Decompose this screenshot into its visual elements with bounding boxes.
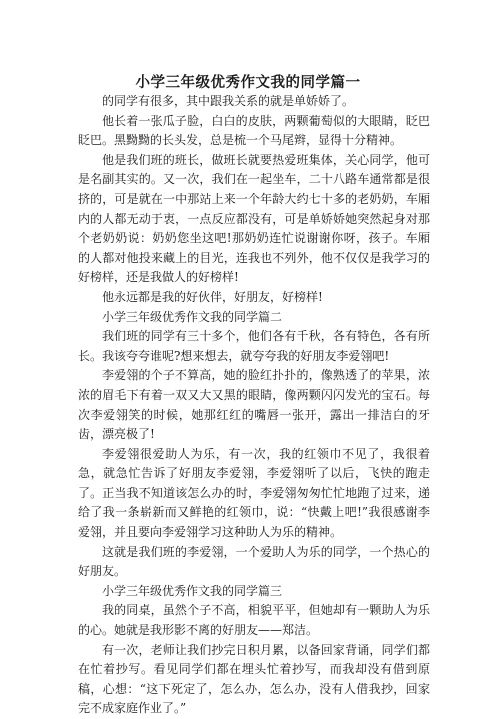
paragraph: 我的同桌，虽然个子不高，相貌平平，但她却有一颗助人为乐的心。她就是我形影不离的好朋友——郑洁。 bbox=[78, 603, 430, 638]
paragraph: 我们班的同学有三十多个，他们各有千秋，各有特色，各有所长。我该夸夸谁呢?想来想去，就夸夸我的好朋友李爱翎吧! bbox=[78, 329, 430, 363]
section-heading: 小学三年级优秀作文我的同学篇二 bbox=[102, 309, 283, 324]
paragraph: 他永远都是我的好伙伴，好朋友，好榜样! bbox=[102, 289, 323, 304]
document-body bbox=[78, 92, 430, 719]
paragraph: 有一次，老师让我们抄完日积月累，以备回家背诵，同学们都在忙着抄写。看见同学们都在埋头忙着抄写，而我却没有借到原稿，心想：“这下死定了，怎么办，怎么办，没有人借我抄，回家完不成家庭作业了。” bbox=[78, 642, 430, 716]
paragraph: 他是我们班的班长，做班长就要热爱班集体，关心同学，他可是名副其实的。又一次，我们在一起坐车，二十八路车通常都是很挤的，可是就在一中那站上来一个年龄大约七十多的老奶奶，车厢内的人都无动于衷，一点反应都没有，可是单娇娇她突然起身对那个老奶奶说：奶奶您坐这吧!那奶奶连忙说谢谢你呀，孩子。车厢的人都对他投来藏上的目光，连我也不列外，他不仅仅是我学习的好榜样，还是我做人的好榜样! bbox=[78, 152, 430, 285]
paragraph: 李爱翎的个子不算高，她的脸红扑扑的，像熟透了的苹果，浓浓的眉毛下有着一双又大又黑的眼睛，像两颗闪闪发光的宝石。每次李爱翎笑的时候，她那红红的嘴唇一张开，露出一排洁白的牙齿，漂亮极了! bbox=[78, 368, 430, 442]
paragraph: 这就是我们班的李爱翎，一个爱助人为乐的同学，一个热心的好朋友。 bbox=[78, 544, 430, 579]
paragraph: 他长着一张瓜子脸，白白的皮肤，两颗葡萄似的大眼睛，眨巴眨巴。黑黝黝的长头发，总是梳一个马尾辫，显得十分精神。 bbox=[78, 113, 430, 148]
paragraph: 的同学有很多，其中跟我关系的就是单娇娇了。 bbox=[102, 94, 355, 108]
paragraph: 李爱翎很爱助人为乐，有一次，我的红领巾不见了，我很着急，就急忙告诉了好朋友李爱翎，李爱翎听了以后，飞快的跑走了。正当我不知道该怎么办的时，李爱翎匆匆忙忙地跑了过来，递给了我一条崭新而又鲜艳的红领巾，说：“快戴上吧!”我很感谢李爱翎，并且要向李爱翎学习这种助人为乐的精神。 bbox=[78, 446, 430, 540]
document-title: 小学三年级优秀作文我的同学篇一 bbox=[135, 74, 361, 91]
section-heading: 小学三年级优秀作文我的同学篇三 bbox=[102, 583, 283, 598]
